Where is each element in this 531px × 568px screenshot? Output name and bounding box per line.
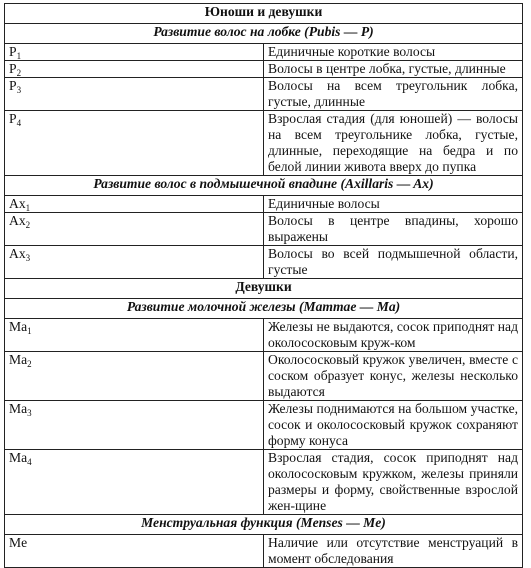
stage-code-letters: Me [9,535,28,550]
stage-code [5,61,264,78]
stage-code-index: 3 [16,85,22,95]
stage-code-index: 1 [27,326,32,336]
stage-description: Волосы в центре впадины, хорошо выражены [264,213,523,246]
stage-code [5,78,264,111]
stage-code [5,319,264,352]
stage-code-index: 4 [16,118,22,128]
stage-code-index: 2 [27,359,32,369]
section-heading-row [5,299,523,319]
stage-code [5,535,264,568]
table-row [5,44,523,61]
section-heading-axillaris: Развитие волос в подмышечной впадине (Axillaris — Ax) [5,176,523,196]
stage-description: Железы поднимаются на большом участке, сосок и околососковый кружок сохраняют форму конуса [264,401,523,450]
stage-code-index: 3 [25,253,31,263]
stage-code-letters: Ma [9,319,28,334]
table-row [5,401,523,450]
table-row [5,196,523,213]
maturation-stages-table [4,3,523,568]
stage-description: Единичные короткие волосы [264,44,523,61]
stage-code-letters: Ax [9,246,26,261]
section-heading-row [5,24,523,44]
stage-code [5,246,264,279]
stage-code-index: 2 [16,68,22,78]
stage-description: Околососковый кружок увеличен, вместе с соском образует конус, железы несколько выдаются [264,352,523,401]
stage-description: Волосы на всем треугольник лобка, густые, длинные [264,78,523,111]
stage-code-letters: Ax [9,213,26,228]
title-boys-girls: Юноши и девушки [5,4,523,24]
stage-code-letters: P [9,111,17,126]
stage-code [5,450,264,515]
stage-description: Железы не выдаются, сосок приподнят над околососковым круж-ком [264,319,523,352]
stage-code [5,111,264,176]
table-row [5,246,523,279]
stage-code-index: 1 [16,51,22,61]
stage-description: Взрослая стадия (для юношей) — волосы на всем треугольнике лобка, густые, длинные, переходящие на бедра и по белой линии живота вверх до пупка [264,111,523,176]
stage-code-index: 4 [27,457,32,467]
stage-code [5,213,264,246]
section-heading-row [5,515,523,535]
stage-code-letters: Ma [9,450,28,465]
section-heading-pubis: Развитие волос на лобке (Pubis — P) [5,24,523,44]
table-row [5,213,523,246]
stage-code-letters: Ax [9,196,26,211]
stage-code [5,44,264,61]
stage-description: Волосы в центре лобка, густые, длинные [264,61,523,78]
stage-code-letters: P [9,78,17,93]
stage-code-letters: Ma [9,352,28,367]
table-row [5,111,523,176]
table-row [5,352,523,401]
maturation-table-container [4,3,523,568]
stage-description: Единичные волосы [264,196,523,213]
stage-code-letters: Ma [9,401,28,416]
section-heading-row [5,176,523,196]
table-row [5,319,523,352]
section-heading-menses: Менструальная функция (Menses — Me) [5,515,523,535]
stage-code-letters: P [9,44,17,59]
stage-code-index: 2 [25,220,31,230]
stage-code [5,196,264,213]
table-row [5,61,523,78]
stage-description: Взрослая стадия, сосок приподнят над околососковым кружком, железы приняли размеры и форму, свойственные взрослой жен-щине [264,450,523,515]
stage-code-letters: P [9,61,17,76]
stage-description: Волосы во всей подмышечной области, густые [264,246,523,279]
table-header-row [5,279,523,299]
stage-description: Наличие или отсутствие менструаций в момент обследования [264,535,523,568]
table-row [5,450,523,515]
stage-code [5,352,264,401]
table-header-row [5,4,523,24]
title-girls: Девушки [5,279,523,299]
stage-code-index: 3 [27,408,32,418]
stage-code-index: 1 [25,203,31,213]
stage-code [5,401,264,450]
table-row [5,535,523,568]
table-row [5,78,523,111]
section-heading-mammae: Развитие молочной железы (Mammae — Ma) [5,299,523,319]
